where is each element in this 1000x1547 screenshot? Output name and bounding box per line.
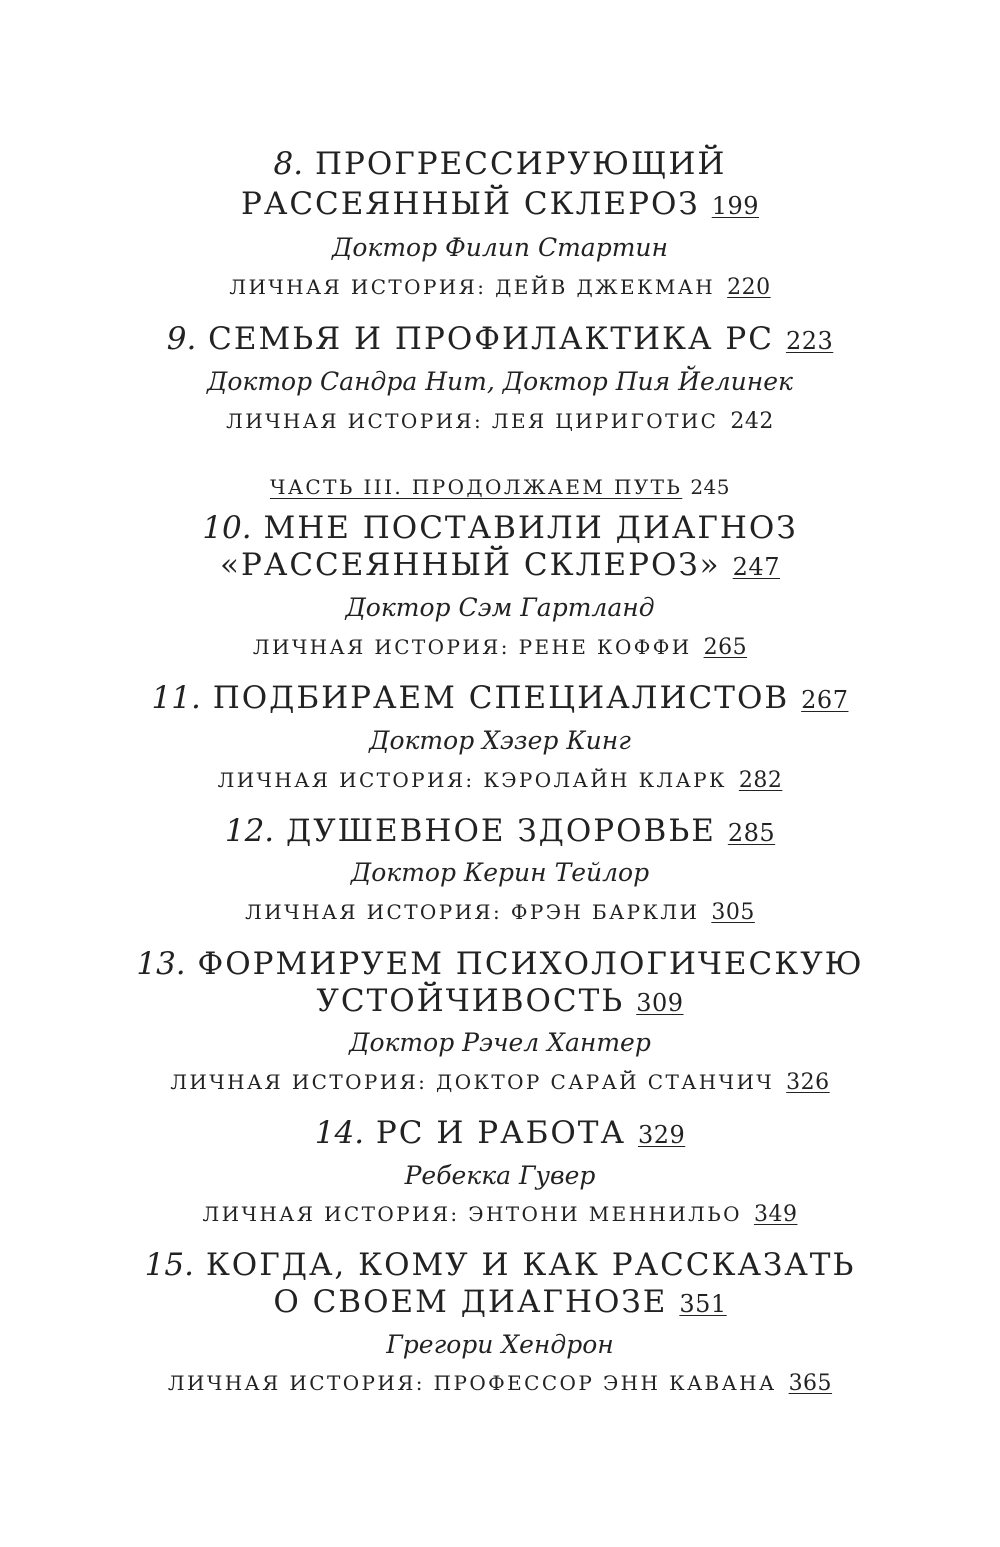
chapter-number: 13. — [136, 946, 186, 982]
page-number[interactable]: 351 — [679, 1290, 727, 1318]
chapter-8-title-line2[interactable] — [0, 186, 1000, 224]
chapter-15-title-line2[interactable] — [0, 1284, 1000, 1322]
chapter-13-title-line1[interactable] — [0, 946, 1000, 982]
story-label: ЛИЧНАЯ ИСТОРИЯ: КЭРОЛАЙН КЛАРК — [217, 768, 727, 792]
chapter-title: КОГДА, КОМУ И КАК РАССКАЗАТЬ — [205, 1247, 856, 1283]
chapter-number: 10. — [202, 510, 252, 546]
page-number[interactable]: 245 — [690, 475, 730, 499]
part-3-heading[interactable] — [0, 474, 1000, 500]
page-number[interactable]: 199 — [711, 192, 759, 220]
chapter-title: ФОРМИРУЕМ ПСИХОЛОГИЧЕСКУЮ — [197, 946, 864, 982]
page-number[interactable]: 285 — [727, 819, 776, 847]
chapter-13-personal-story[interactable] — [0, 1068, 1000, 1097]
chapter-title: ПРОГРЕССИРУЮЩИЙ — [314, 146, 727, 182]
chapter-10-author: Доктор Сэм Гартланд — [345, 593, 655, 622]
chapter-10-title-line2[interactable] — [0, 547, 1000, 585]
chapter-11-personal-story[interactable] — [0, 766, 1000, 795]
page-number[interactable]: 267 — [801, 686, 849, 714]
story-label: ЛИЧНАЯ ИСТОРИЯ: ПРОФЕССОР ЭНН КАВАНА — [167, 1371, 777, 1395]
chapter-number: 8. — [273, 146, 304, 182]
page-number[interactable]: 309 — [636, 989, 684, 1017]
chapter-14-title[interactable] — [0, 1115, 1000, 1153]
page-number[interactable]: 365 — [788, 1371, 833, 1396]
chapter-number: 9. — [166, 321, 197, 357]
story-label: ЛИЧНАЯ ИСТОРИЯ: ДОКТОР САРАЙ СТАНЧИЧ — [170, 1070, 775, 1094]
chapter-title: ДУШЕВНОЕ ЗДОРОВЬЕ — [286, 813, 716, 849]
chapter-number: 11. — [151, 680, 201, 716]
page-number[interactable]: 349 — [753, 1202, 798, 1227]
chapter-title: УСТОЙЧИВОСТЬ — [316, 983, 625, 1019]
page-number[interactable]: 220 — [727, 275, 771, 300]
page-number[interactable]: 282 — [738, 768, 783, 793]
page-number[interactable]: 242 — [730, 409, 774, 434]
part-title: ЧАСТЬ III. ПРОДОЛЖАЕМ ПУТЬ — [270, 475, 683, 499]
chapter-8-author: Доктор Филип Стартин — [332, 233, 668, 262]
chapter-title: СЕМЬЯ И ПРОФИЛАКТИКА РС — [208, 321, 774, 357]
chapter-12-personal-story[interactable] — [0, 898, 1000, 927]
chapter-11-title[interactable] — [0, 680, 1000, 718]
page-number[interactable]: 326 — [786, 1070, 830, 1095]
story-label: ЛИЧНАЯ ИСТОРИЯ: ЛЕЯ ЦИРИГОТИС — [226, 409, 719, 433]
page-number[interactable]: 305 — [711, 900, 755, 925]
chapter-15-title-line1[interactable] — [0, 1247, 1000, 1283]
chapter-13-author: Доктор Рэчел Хантер — [349, 1028, 651, 1057]
chapter-11-author: Доктор Хэзер Кинг — [369, 726, 631, 755]
chapter-8-personal-story[interactable] — [0, 273, 1000, 302]
chapter-9-personal-story[interactable] — [0, 407, 1000, 436]
chapter-9-title[interactable] — [0, 321, 1000, 359]
page-number[interactable]: 329 — [637, 1121, 686, 1149]
chapter-12-author: Доктор Керин Тейлор — [350, 858, 650, 887]
page-number[interactable]: 247 — [732, 553, 780, 581]
chapter-title: МНЕ ПОСТАВИЛИ ДИАГНОЗ — [263, 510, 798, 546]
chapter-title: О СВОЕМ ДИАГНОЗЕ — [273, 1284, 668, 1320]
chapter-number: 14. — [314, 1115, 365, 1151]
chapter-14-personal-story[interactable] — [0, 1200, 1000, 1229]
chapter-8-title-line1[interactable] — [0, 146, 1000, 182]
page-number[interactable]: 223 — [785, 327, 834, 355]
story-label: ЛИЧНАЯ ИСТОРИЯ: ЭНТОНИ МЕННИЛЬО — [202, 1202, 742, 1226]
chapter-15-author: Грегори Хендрон — [386, 1330, 614, 1359]
chapter-12-title[interactable] — [0, 813, 1000, 851]
chapter-10-personal-story[interactable] — [0, 633, 1000, 662]
chapter-title: «РАССЕЯННЫЙ СКЛЕРОЗ» — [220, 547, 721, 583]
chapter-13-title-line2[interactable] — [0, 983, 1000, 1021]
story-label: ЛИЧНАЯ ИСТОРИЯ: ДЕЙВ ДЖЕКМАН — [229, 275, 716, 299]
story-label: ЛИЧНАЯ ИСТОРИЯ: ФРЭН БАРКЛИ — [245, 900, 700, 924]
chapter-10-title-line1[interactable] — [0, 510, 1000, 546]
chapter-14-author: Ребекка Гувер — [404, 1161, 596, 1190]
chapter-title: РАССЕЯННЫЙ СКЛЕРОЗ — [240, 186, 700, 222]
chapter-9-authors: Доктор Сандра Нит, Доктор Пия Йелинек — [207, 367, 793, 396]
chapter-title: ПОДБИРАЕМ СПЕЦИАЛИСТОВ — [212, 680, 790, 716]
chapter-number: 12. — [224, 813, 275, 849]
page-number[interactable]: 265 — [703, 635, 748, 660]
chapter-title: РС И РАБОТА — [375, 1115, 626, 1151]
chapter-15-personal-story[interactable] — [0, 1369, 1000, 1398]
story-label: ЛИЧНАЯ ИСТОРИЯ: РЕНЕ КОФФИ — [252, 635, 692, 659]
chapter-number: 15. — [144, 1247, 194, 1283]
